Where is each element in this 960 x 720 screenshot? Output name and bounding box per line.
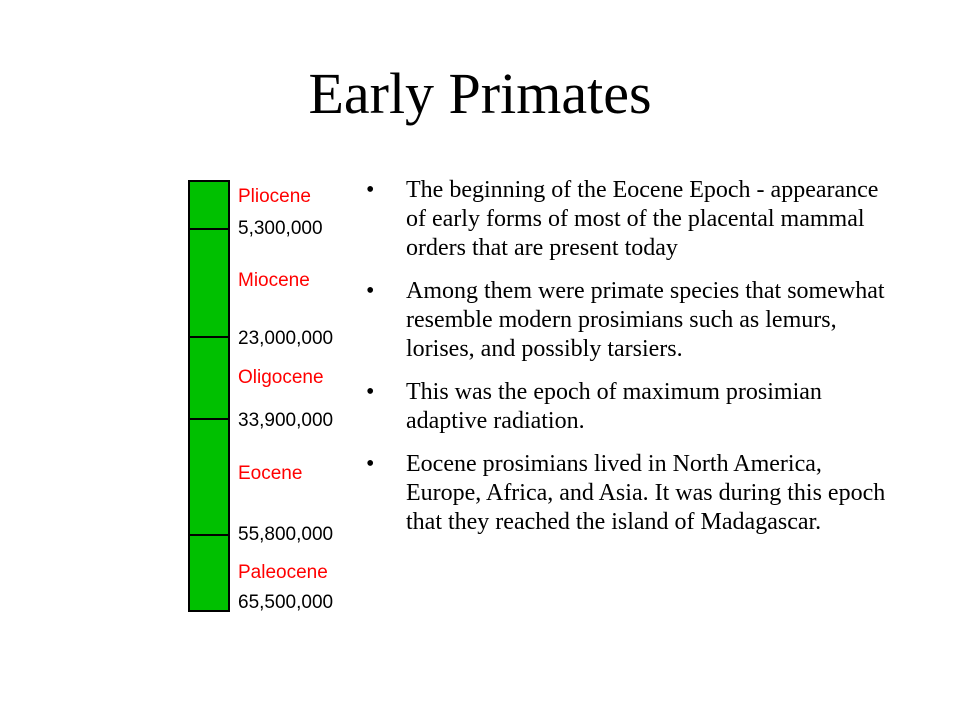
epoch-miocene: Miocene: [238, 270, 310, 291]
epoch-oligocene: Oligocene: [238, 367, 324, 388]
bullet-item: [366, 450, 886, 537]
epoch-pliocene: Pliocene: [238, 186, 311, 207]
timeline-divider: [188, 534, 230, 536]
timeline-bar: [188, 180, 230, 612]
bullet-text: This was the epoch of maximum prosimian adaptive radiation.: [406, 379, 822, 434]
epoch-date-pliocene: 5,300,000: [238, 218, 323, 239]
epoch-date-paleocene: 65,500,000: [238, 592, 334, 613]
bullet-text: Among them were primate species that somewhat resemble modern prosimians such as lemurs, lorises, and possibly tarsiers.: [406, 278, 885, 362]
bullet-item: [366, 176, 886, 263]
timeline-divider: [188, 336, 230, 338]
bullet-icon: •: [366, 278, 375, 304]
bullet-item: [366, 277, 886, 364]
bullet-icon: •: [366, 451, 375, 477]
geologic-timeline: [0, 0, 360, 720]
bullet-list: [366, 176, 886, 551]
epoch-eocene: Eocene: [238, 463, 303, 484]
bullet-icon: •: [366, 177, 375, 203]
epoch-date-miocene: 23,000,000: [238, 328, 334, 349]
bullet-text: Eocene prosimians lived in North America, Europe, Africa, and Asia. It was during this epoch that they reached the island of Madagascar.: [406, 451, 886, 535]
bullet-item: [366, 378, 886, 436]
timeline-divider: [188, 418, 230, 420]
slide-title: Early Primates: [308, 61, 652, 126]
timeline-divider: [188, 228, 230, 230]
epoch-date-eocene: 55,800,000: [238, 524, 334, 545]
bullet-icon: •: [366, 379, 375, 405]
epoch-paleocene: Paleocene: [238, 562, 328, 583]
epoch-date-oligocene: 33,900,000: [238, 410, 334, 431]
bullet-text: The beginning of the Eocene Epoch - appearance of early forms of most of the placental mammal orders that are present today: [406, 177, 879, 261]
